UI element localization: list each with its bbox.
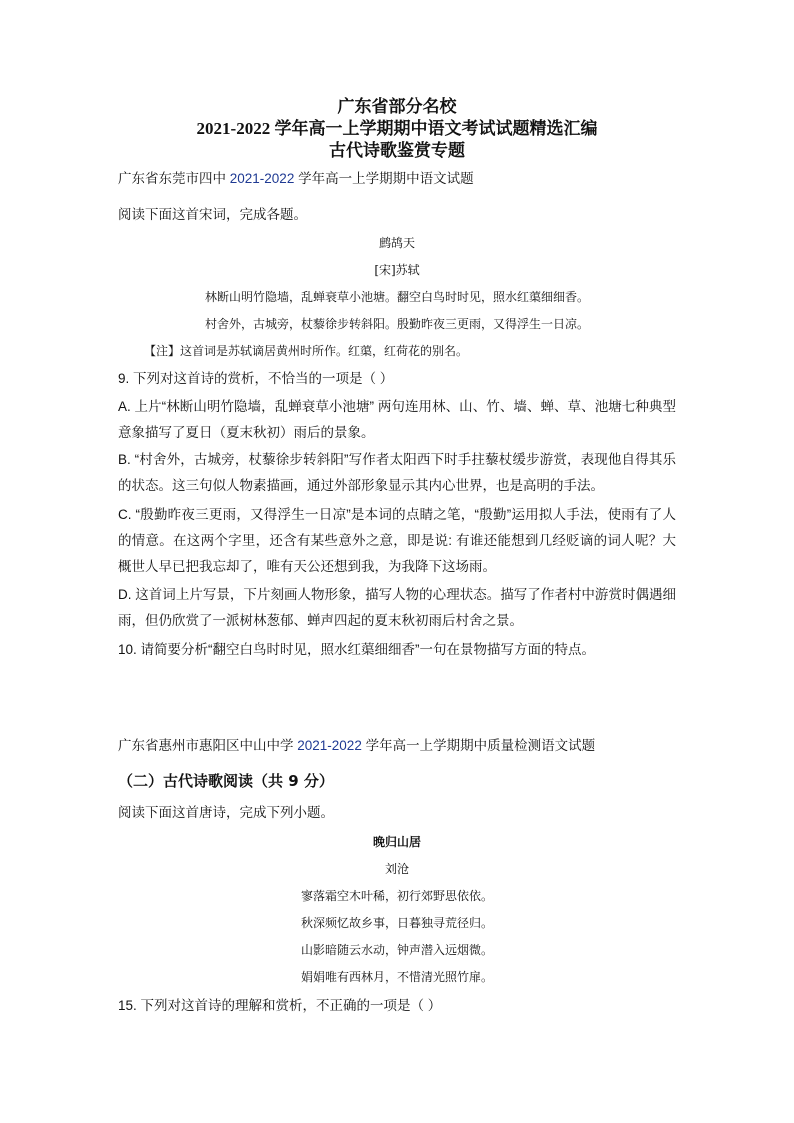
question-9-option-a: A. 上片“林断山明竹隐墙，乱蝉衰草小池塘” 两句连用林、山、竹、墙、蝉、草、池塘七种典型意象描写了夏日（夏末秋初）雨后的景象。 — [118, 399, 676, 440]
title-line-exam: 2021-2022 学年高一上学期期中语文考试试题精选汇编 — [196, 119, 598, 138]
question-9-option-c: C. “殷勤昨夜三更雨，又得浮生一日凉”是本词的点睛之笔，“殷勤”运用拟人手法，使雨有了人的情意。在这两个字里，还含有某些意外之意，即是说: 有谁还能想到几经贬谪的词人呢？大概世人早已把我忘却了，唯有天公还想到我，为我降下这场雨。 — [118, 507, 676, 574]
section1-poem-title: 鹧鸪天 — [378, 236, 415, 250]
section1-source-prefix: 广东省东莞市四中 — [118, 171, 230, 186]
section1-poem-line: 林断山明竹隐墙，乱蝉衰草小池塘。翻空白鸟时时见，照水红蕖细细香。 — [204, 290, 589, 304]
section2-source-suffix: 学年高一上学期期中质量检测语文试题 — [361, 738, 596, 753]
question-9-option-b: B. “村舍外，古城旁，杖藜徐步转斜阳”写作者太阳西下时手拄藜杖缓步游赏，表现他自得其乐的状态。这三句似人物素描画，通过外部形象显示其内心世界，也是高明的手法。 — [118, 452, 676, 493]
section1-source — [118, 169, 698, 189]
section2-instruction: 阅读下面这首唐诗，完成下列小题。 — [118, 805, 334, 820]
section1-note: 【注】这首词是苏轼谪居黄州时所作。红蕖，红荷花的别名。 — [144, 344, 469, 358]
document-title — [0, 96, 794, 162]
section2-source — [118, 736, 698, 756]
section2-heading: （二）古代诗歌阅读（共 9 分） — [118, 772, 334, 790]
section2-poem-line: 秋深频忆故乡事，日暮独寻荒径归。 — [300, 916, 493, 930]
question-10: 10. 请简要分析“翻空白鸟时时见，照水红蕖细细香”一句在景物描写方面的特点。 — [118, 642, 596, 657]
question-9: 9. 下列对这首诗的赏析，不恰当的一项是（ ） — [118, 371, 394, 386]
section1-source-suffix: 学年高一上学期期中语文试题 — [294, 171, 474, 186]
section1-poem-line: 村舍外，古城旁，杖藜徐步转斜阳。殷勤昨夜三更雨，又得浮生一日凉。 — [204, 317, 589, 331]
section2-poem-author: 刘沧 — [384, 862, 409, 876]
title-line-region: 广东省部分名校 — [337, 97, 457, 116]
title-line-topic: 古代诗歌鉴赏专题 — [329, 141, 465, 160]
section2-source-prefix: 广东省惠州市惠阳区中山中学 — [118, 738, 298, 753]
section1-source-year: 2021-2022 — [229, 171, 295, 186]
question-15: 15. 下列对这首诗的理解和赏析，不正确的一项是（ ） — [118, 998, 442, 1013]
section2-poem-line: 山影暗随云水动，钟声潜入远烟微。 — [300, 943, 493, 957]
section1-poem-author: [宋]苏轼 — [374, 263, 420, 277]
section2-poem-title: 晚归山居 — [372, 835, 421, 849]
section2-poem-line: 娟娟唯有西林月，不惜清光照竹扉。 — [300, 970, 493, 984]
section1-instruction: 阅读下面这首宋词，完成各题。 — [118, 207, 307, 222]
section2-poem-line: 寥落霜空木叶稀，初行郊野思依依。 — [300, 889, 493, 903]
section2-source-year: 2021-2022 — [297, 738, 362, 753]
question-9-option-d: D. 这首词上片写景，下片刻画人物形象，描写人物的心理状态。描写了作者村中游赏时偶遇细雨，但仍欣赏了一派树林葱郁、蝉声四起的夏末秋初雨后村舍之景。 — [118, 587, 676, 628]
